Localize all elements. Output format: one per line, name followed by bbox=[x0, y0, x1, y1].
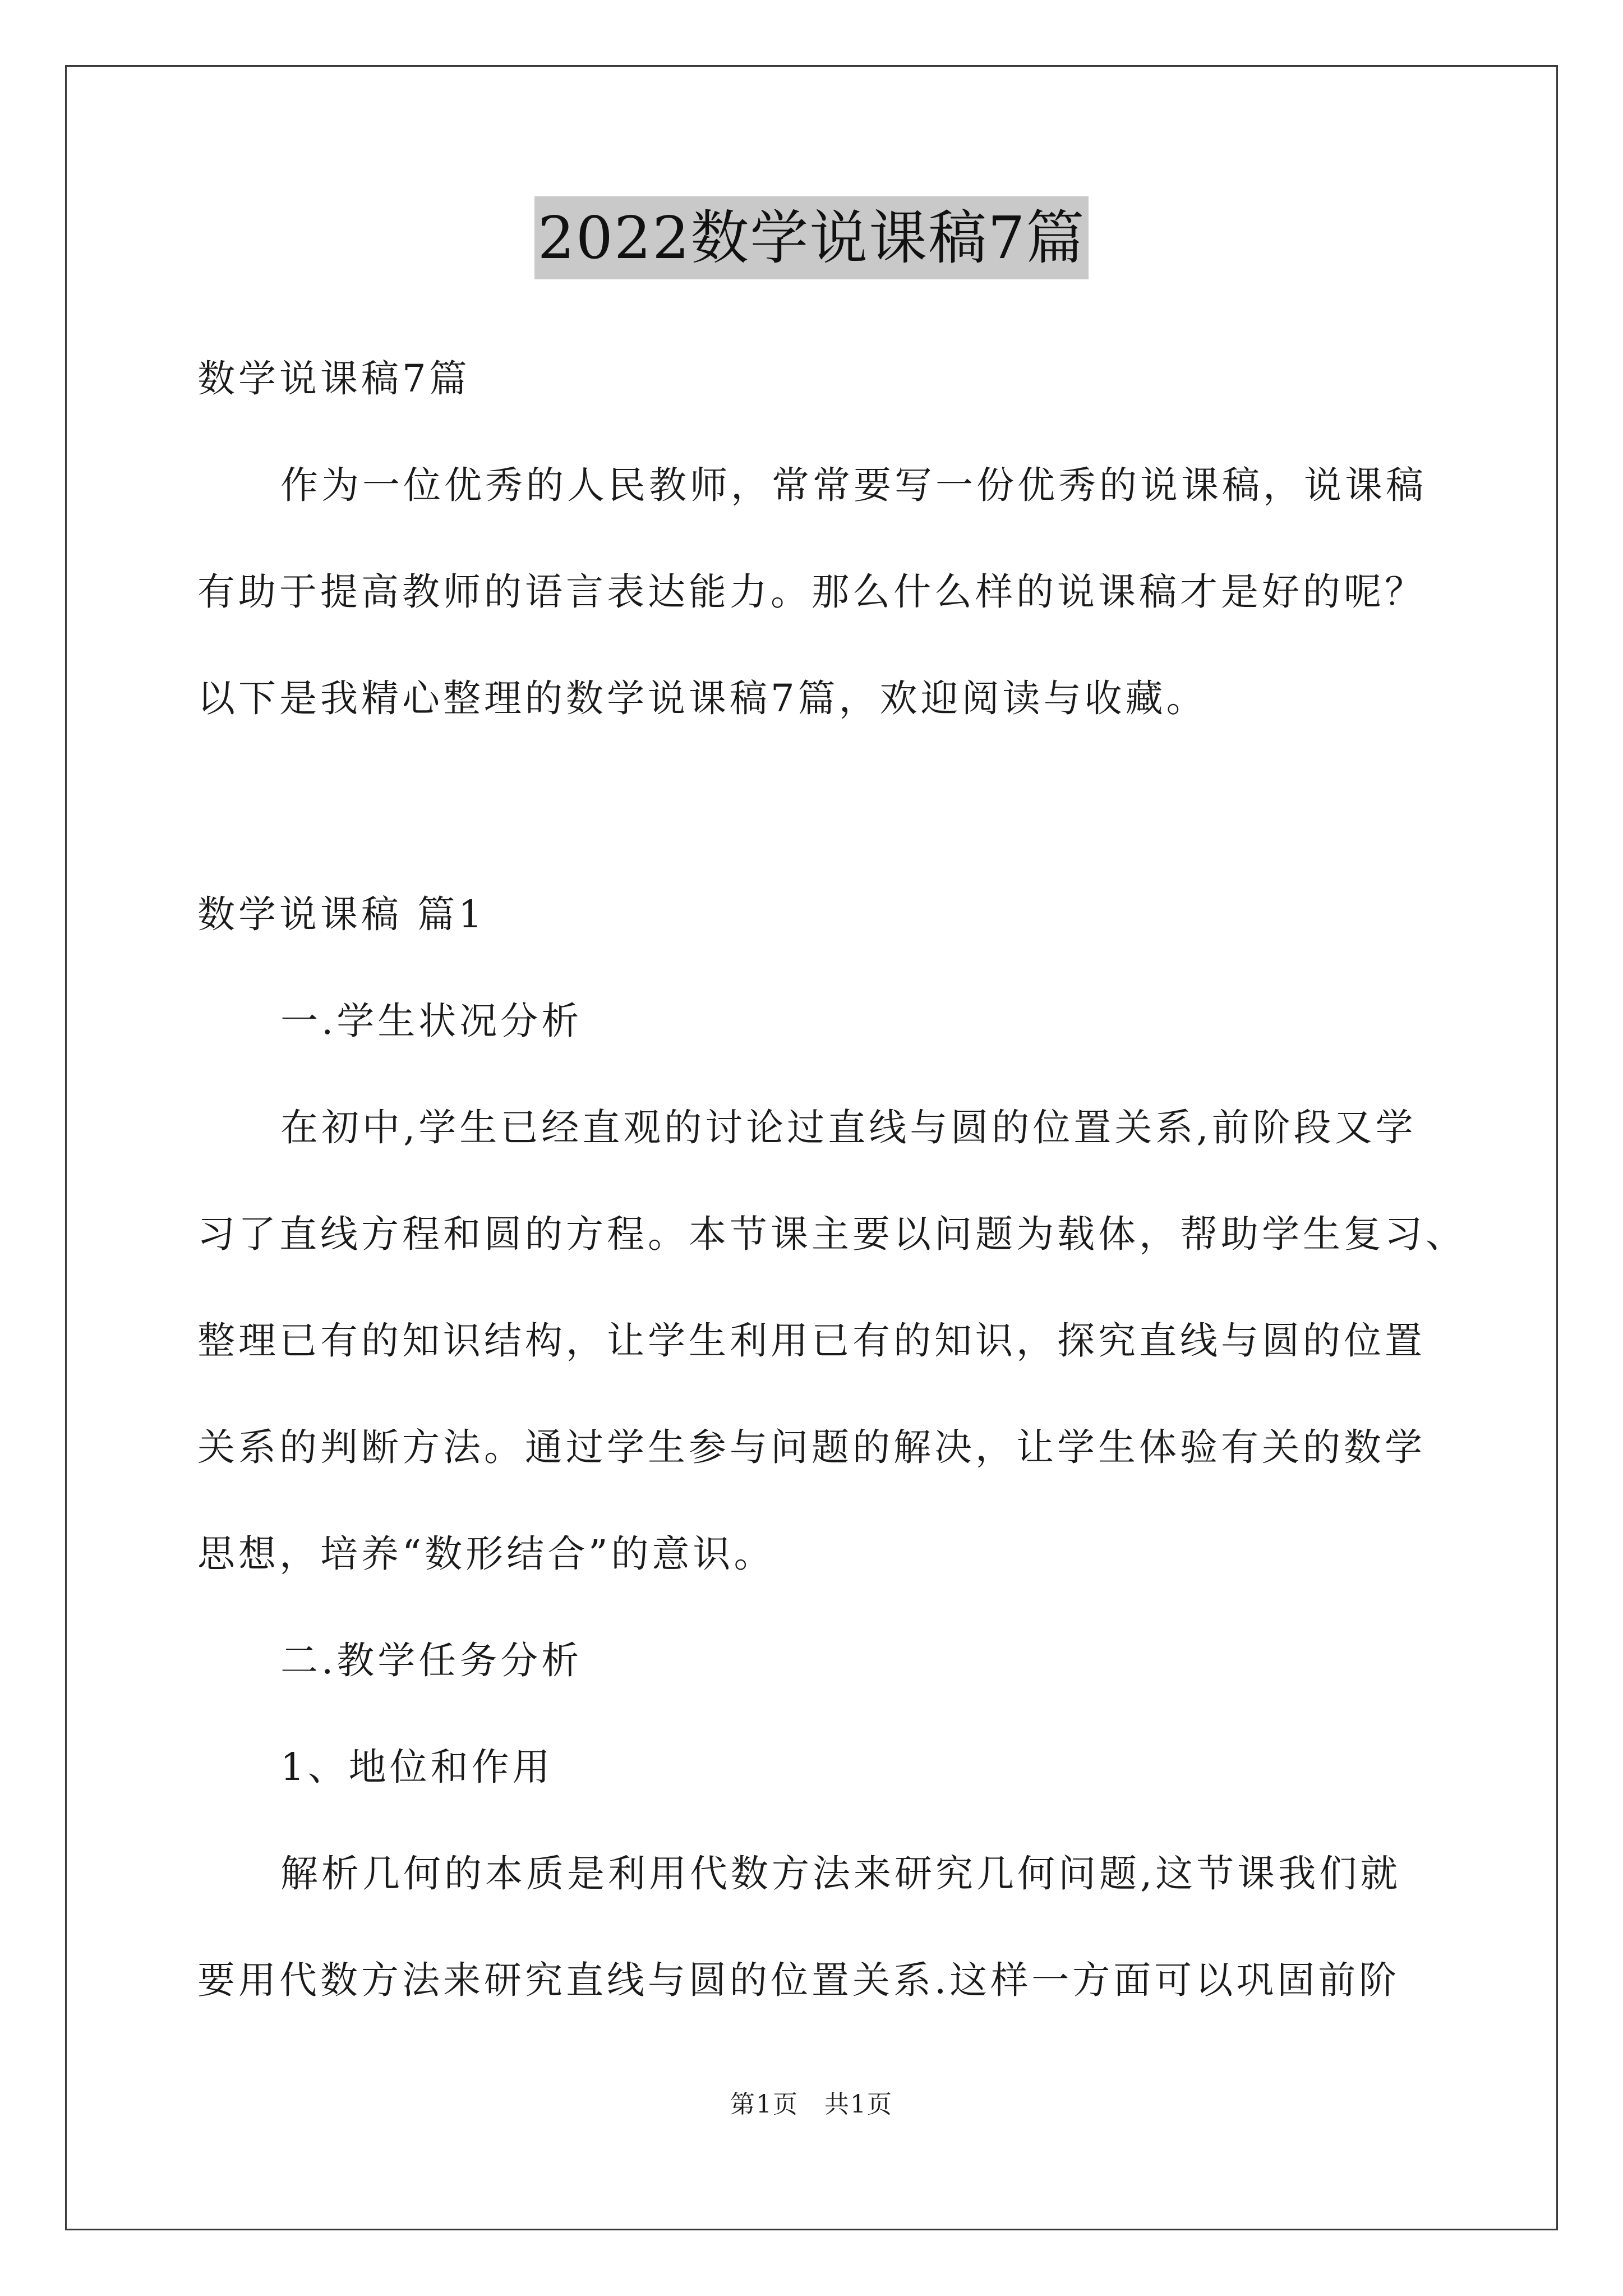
subsection-heading: 二.教学任务分析 bbox=[280, 1639, 583, 1682]
paragraph-line: 习了直线方程和圆的方程。本节课主要以问题为载体，帮助学生复习、 bbox=[197, 1212, 1467, 1256]
title-block bbox=[0, 196, 1623, 279]
document-title: 2022数学说课稿7篇 bbox=[534, 196, 1089, 279]
paragraph-line: 解析几何的本质是利用代数方法来研究几何问题,这节课我们就 bbox=[280, 1852, 1401, 1895]
subsection-heading: 一.学生状况分析 bbox=[280, 999, 583, 1043]
paragraph-line: 要用代数方法来研究直线与圆的位置关系.这样一方面可以巩固前阶 bbox=[197, 1958, 1400, 2002]
paragraph-line: 在初中,学生已经直观的讨论过直线与圆的位置关系,前阶段又学 bbox=[280, 1106, 1417, 1149]
subsection-heading: 1、地位和作用 bbox=[280, 1745, 554, 1789]
paragraph-line: 以下是我精心整理的数学说课稿7篇，欢迎阅读与收藏。 bbox=[197, 677, 1207, 720]
page-footer: 第1页 共1页 bbox=[730, 2090, 893, 2119]
paragraph-line: 作为一位优秀的人民教师，常常要写一份优秀的说课稿，说课稿 bbox=[280, 463, 1427, 507]
paragraph-line: 整理已有的知识结构，让学生利用已有的知识，探究直线与圆的位置 bbox=[197, 1319, 1426, 1363]
paragraph-line: 思想，培养“数形结合”的意识。 bbox=[197, 1532, 775, 1576]
section-heading: 数学说课稿 篇1 bbox=[197, 892, 486, 936]
paragraph-line: 有助于提高教师的语言表达能力。那么什么样的说课稿才是好的呢？ bbox=[197, 570, 1426, 614]
paragraph-line: 关系的判断方法。通过学生参与问题的解决，让学生体验有关的数学 bbox=[197, 1425, 1426, 1469]
subtitle-line: 数学说课稿7篇 bbox=[197, 357, 471, 401]
